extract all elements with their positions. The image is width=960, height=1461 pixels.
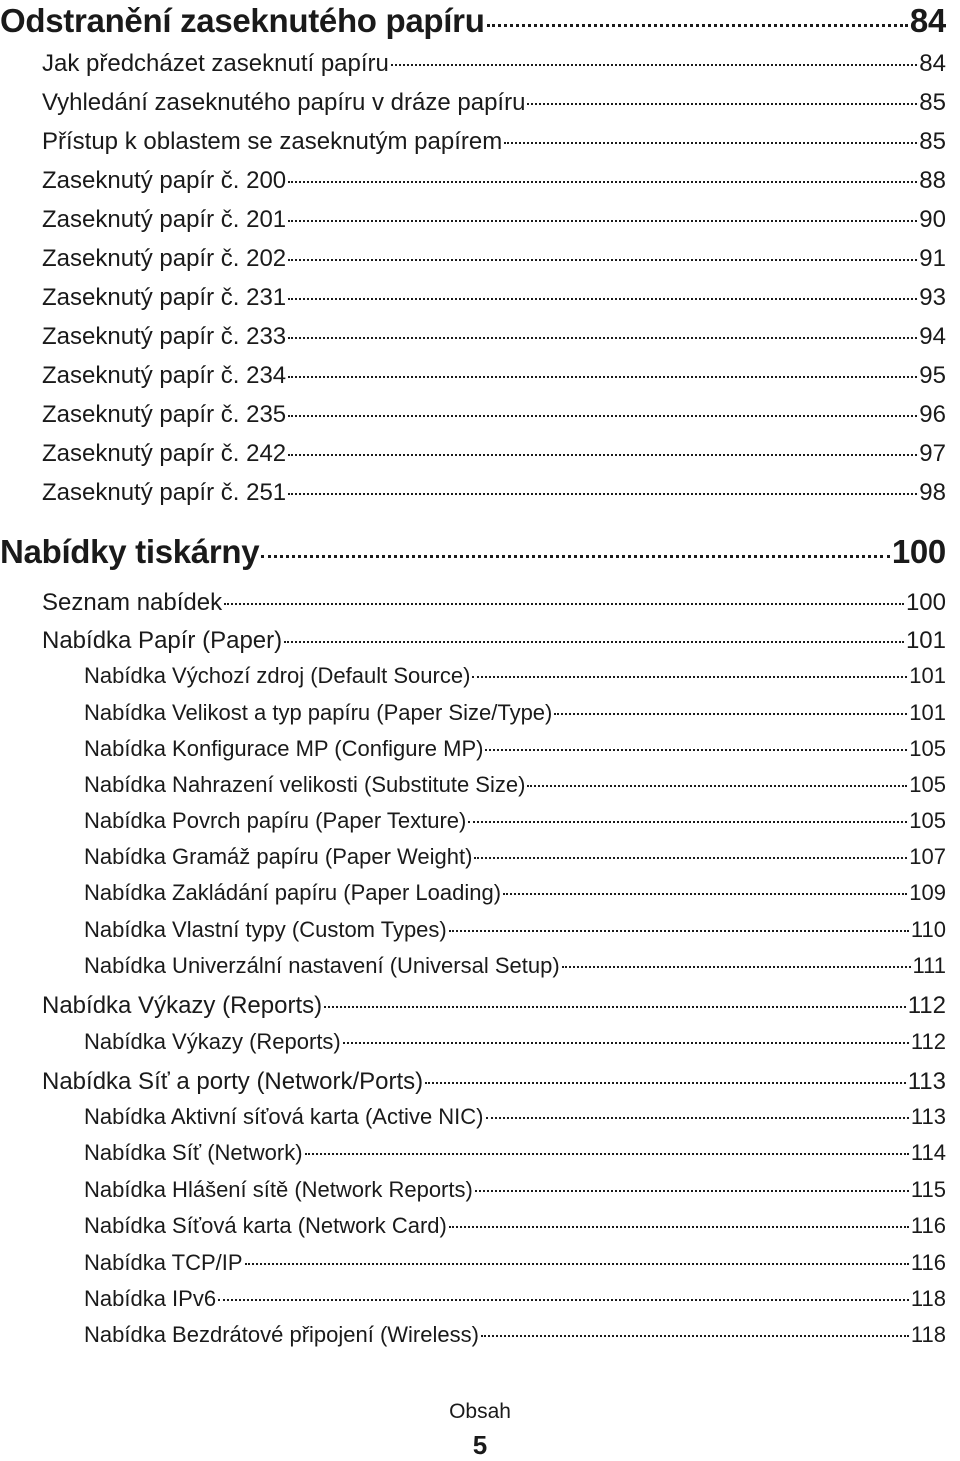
toc-entry-title: Nabídka Povrch papíru (Paper Texture) bbox=[84, 808, 467, 833]
toc-entry-page: 105 bbox=[909, 772, 946, 797]
dot-leader bbox=[475, 1190, 909, 1192]
toc-entry-page: 107 bbox=[909, 844, 946, 869]
dot-leader bbox=[288, 220, 917, 222]
toc-entry[interactable] bbox=[42, 284, 946, 318]
toc-entry[interactable] bbox=[84, 700, 946, 734]
toc-entry[interactable] bbox=[84, 1250, 946, 1284]
dot-leader bbox=[288, 415, 917, 417]
toc-entry[interactable] bbox=[42, 1068, 946, 1102]
dot-leader bbox=[305, 1153, 909, 1155]
toc-entry-title: Přístup k oblastem se zaseknutým papírem bbox=[42, 128, 503, 155]
toc-entry-page: 88 bbox=[919, 167, 946, 194]
dot-leader bbox=[527, 103, 917, 105]
toc-entry-page: 93 bbox=[919, 284, 946, 311]
toc-entry-title: Nabídka TCP/IP bbox=[84, 1250, 243, 1275]
toc-chapter-entry[interactable] bbox=[0, 2, 946, 46]
toc-entry-page: 85 bbox=[919, 128, 946, 155]
toc-entry-page: 116 bbox=[910, 1213, 946, 1238]
toc-entry[interactable] bbox=[84, 1213, 946, 1247]
toc-entry-page: 105 bbox=[909, 736, 946, 761]
dot-leader bbox=[425, 1082, 906, 1084]
toc-entry[interactable] bbox=[84, 917, 946, 951]
toc-entry[interactable] bbox=[42, 401, 946, 435]
dot-leader bbox=[487, 24, 908, 27]
toc-entry[interactable] bbox=[84, 1029, 946, 1063]
dot-leader bbox=[218, 1299, 909, 1301]
toc-entry-page: 115 bbox=[910, 1177, 946, 1202]
toc-entry-page: 98 bbox=[919, 479, 946, 506]
toc-entry-page: 101 bbox=[909, 700, 946, 725]
toc-entry-title: Zaseknutý papír č. 231 bbox=[42, 284, 287, 311]
toc-entry[interactable] bbox=[84, 808, 946, 842]
dot-leader bbox=[481, 1335, 909, 1337]
dot-leader bbox=[504, 142, 917, 144]
dot-leader bbox=[449, 1226, 909, 1228]
toc-entry-title: Nabídka Hlášení sítě (Network Reports) bbox=[84, 1177, 473, 1202]
toc-entry-page: 100 bbox=[905, 589, 946, 616]
toc-entry-title: Nabídka Nahrazení velikosti (Substitute Size) bbox=[84, 772, 526, 797]
toc-entry-page: 101 bbox=[909, 663, 946, 688]
toc-entry[interactable] bbox=[42, 128, 946, 162]
dot-leader bbox=[391, 64, 917, 66]
toc-entry[interactable] bbox=[42, 167, 946, 201]
toc-entry-page: 112 bbox=[907, 992, 946, 1019]
toc-entry-title: Zaseknutý papír č. 242 bbox=[42, 440, 287, 467]
toc-entry-title: Nabídka Síť (Network) bbox=[84, 1140, 303, 1165]
toc-entry-page: 94 bbox=[919, 323, 946, 350]
toc-entry-title: Odstranění zaseknutého papíru bbox=[0, 2, 485, 39]
toc-entry-title: Nabídka Výkazy (Reports) bbox=[84, 1029, 341, 1054]
toc-entry-page: 100 bbox=[891, 533, 946, 570]
dot-leader bbox=[324, 1006, 906, 1008]
toc-entry-title: Jak předcházet zaseknutí papíru bbox=[42, 50, 389, 77]
toc-entry-page: 111 bbox=[912, 953, 946, 978]
toc-entry-page: 113 bbox=[907, 1068, 946, 1095]
toc-entry-page: 113 bbox=[910, 1104, 946, 1129]
toc-entry[interactable] bbox=[42, 323, 946, 357]
dot-leader bbox=[261, 555, 890, 558]
toc-chapter-entry[interactable] bbox=[0, 533, 946, 577]
toc-entry-title: Nabídka Síť a porty (Network/Ports) bbox=[42, 1068, 424, 1095]
toc-entry-title: Zaseknutý papír č. 233 bbox=[42, 323, 287, 350]
toc-entry-title: Nabídka Zakládání papíru (Paper Loading) bbox=[84, 880, 502, 905]
toc-entry-title: Seznam nabídek bbox=[42, 589, 223, 616]
dot-leader bbox=[474, 857, 907, 859]
toc-entry-page: 91 bbox=[919, 245, 946, 272]
dot-leader bbox=[245, 1263, 909, 1265]
toc-entry[interactable] bbox=[84, 953, 946, 987]
toc-entry[interactable] bbox=[42, 479, 946, 513]
toc-entry-title: Zaseknutý papír č. 235 bbox=[42, 401, 287, 428]
toc-entry-title: Zaseknutý papír č. 201 bbox=[42, 206, 287, 233]
toc-entry[interactable] bbox=[84, 663, 946, 697]
dot-leader bbox=[288, 298, 917, 300]
toc-entry[interactable] bbox=[42, 362, 946, 396]
toc-entry-title: Nabídka Konfigurace MP (Configure MP) bbox=[84, 736, 484, 761]
dot-leader bbox=[284, 641, 904, 643]
toc-entry-page: 97 bbox=[919, 440, 946, 467]
toc-entry[interactable] bbox=[42, 50, 946, 84]
toc-entry[interactable] bbox=[84, 1322, 946, 1356]
toc-entry[interactable] bbox=[84, 844, 946, 878]
toc-entry-page: 85 bbox=[919, 89, 946, 116]
toc-entry-page: 118 bbox=[910, 1322, 946, 1347]
toc-entry-page: 96 bbox=[919, 401, 946, 428]
toc-entry[interactable] bbox=[84, 880, 946, 914]
toc-entry-title: Nabídka IPv6 bbox=[84, 1286, 217, 1311]
toc-entry-title: Nabídky tiskárny bbox=[0, 533, 260, 570]
toc-entry-page: 84 bbox=[919, 50, 946, 77]
dot-leader bbox=[472, 676, 907, 678]
dot-leader bbox=[288, 493, 917, 495]
dot-leader bbox=[503, 893, 907, 895]
toc-entry-title: Nabídka Velikost a typ papíru (Paper Size/Type) bbox=[84, 700, 553, 725]
toc-entry[interactable] bbox=[42, 206, 946, 240]
toc-entry-page: 118 bbox=[910, 1286, 946, 1311]
toc-entry-title: Zaseknutý papír č. 202 bbox=[42, 245, 287, 272]
toc-entry-title: Vyhledání zaseknutého papíru v dráze papíru bbox=[42, 89, 526, 116]
dot-leader bbox=[486, 1117, 909, 1119]
toc-entry-page: 84 bbox=[909, 2, 946, 39]
toc-entry[interactable] bbox=[42, 89, 946, 123]
toc-entry[interactable] bbox=[42, 440, 946, 474]
toc-entry-title: Nabídka Vlastní typy (Custom Types) bbox=[84, 917, 447, 942]
toc-entry[interactable] bbox=[84, 1104, 946, 1138]
toc-entry-title: Nabídka Gramáž papíru (Paper Weight) bbox=[84, 844, 473, 869]
toc-entry[interactable] bbox=[42, 245, 946, 279]
toc-entry[interactable] bbox=[42, 627, 946, 661]
toc-entry-page: 95 bbox=[919, 362, 946, 389]
toc-entry[interactable] bbox=[42, 992, 946, 1026]
toc-entry[interactable] bbox=[84, 736, 946, 770]
dot-leader bbox=[449, 930, 909, 932]
toc-entry-page: 112 bbox=[910, 1029, 946, 1054]
toc-entry-title: Zaseknutý papír č. 234 bbox=[42, 362, 287, 389]
toc-entry-title: Zaseknutý papír č. 251 bbox=[42, 479, 287, 506]
dot-leader bbox=[468, 821, 907, 823]
toc-entry-page: 90 bbox=[919, 206, 946, 233]
dot-leader bbox=[485, 749, 907, 751]
dot-leader bbox=[288, 376, 917, 378]
dot-leader bbox=[343, 1042, 909, 1044]
toc-entry-title: Nabídka Aktivní síťová karta (Active NIC) bbox=[84, 1104, 484, 1129]
toc-entry[interactable] bbox=[84, 772, 946, 806]
toc-entry-page: 110 bbox=[910, 917, 946, 942]
dot-leader bbox=[562, 966, 911, 968]
footer-label: Obsah bbox=[449, 1400, 511, 1423]
dot-leader bbox=[224, 603, 904, 605]
toc-entry-title: Nabídka Papír (Paper) bbox=[42, 627, 283, 654]
dot-leader bbox=[554, 713, 907, 715]
toc-entry-title: Nabídka Univerzální nastavení (Universal Setup) bbox=[84, 953, 560, 978]
toc-entry-page: 116 bbox=[910, 1250, 946, 1275]
dot-leader bbox=[288, 181, 917, 183]
toc-entry[interactable] bbox=[42, 589, 946, 623]
dot-leader bbox=[527, 785, 907, 787]
toc-entry[interactable] bbox=[84, 1177, 946, 1211]
dot-leader bbox=[288, 259, 917, 261]
toc-entry-title: Nabídka Výkazy (Reports) bbox=[42, 992, 323, 1019]
toc-entry-page: 109 bbox=[909, 880, 946, 905]
toc-entry-page: 114 bbox=[910, 1140, 946, 1165]
toc-entry[interactable] bbox=[84, 1140, 946, 1174]
toc-entry-title: Nabídka Síťová karta (Network Card) bbox=[84, 1213, 447, 1238]
footer-page-number: 5 bbox=[472, 1430, 488, 1460]
toc-entry[interactable] bbox=[84, 1286, 946, 1320]
toc-entry-title: Zaseknutý papír č. 200 bbox=[42, 167, 287, 194]
toc-entry-page: 105 bbox=[909, 808, 946, 833]
dot-leader bbox=[288, 337, 917, 339]
toc-entry-title: Nabídka Výchozí zdroj (Default Source) bbox=[84, 663, 471, 688]
toc-entry-page: 101 bbox=[905, 627, 946, 654]
dot-leader bbox=[288, 454, 917, 456]
toc-entry-title: Nabídka Bezdrátové připojení (Wireless) bbox=[84, 1322, 479, 1347]
